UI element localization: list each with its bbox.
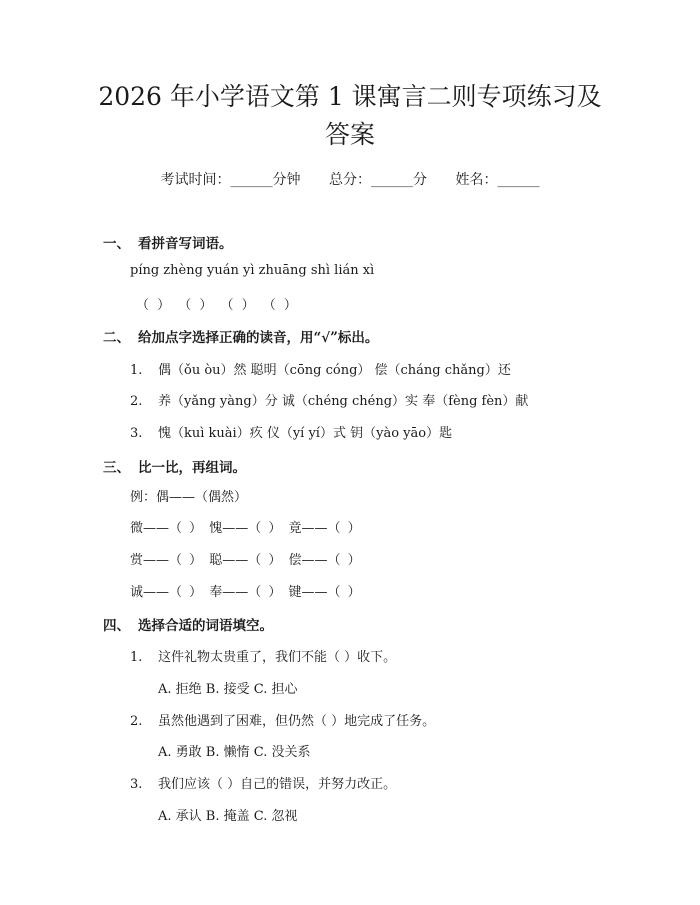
exam-name: 姓名：______ bbox=[455, 172, 540, 188]
word-group-row: 赏——（ ） 聪——（ ） 偿——（ ） bbox=[130, 553, 361, 568]
section-3-heading: 三、 比一比，再组词。 bbox=[103, 460, 246, 476]
list-item: 3. 愧（kuì kuài）疚 仪（yí yí）式 钥（yào yāo）匙 bbox=[130, 426, 453, 441]
pinyin-line: píng zhèng yuán yì zhuāng shì lián xì bbox=[130, 263, 375, 278]
question-item: 3. 我们应该（ ）自己的错误，并努力改正。 bbox=[130, 777, 397, 792]
question-options: A. 承认 B. 掩盖 C. 忽视 bbox=[158, 809, 298, 824]
exam-info bbox=[0, 169, 700, 189]
section-2-heading: 二、 给加点字选择正确的读音，用“√”标出。 bbox=[103, 330, 379, 346]
question-item: 1. 这件礼物太贵重了，我们不能（ ）收下。 bbox=[130, 650, 397, 665]
section-1-heading: 一、 看拼音写词语。 bbox=[103, 236, 233, 252]
question-item: 2. 虽然他遇到了困难，但仍然（ ）地完成了任务。 bbox=[130, 714, 436, 729]
question-options: A. 拒绝 B. 接受 C. 担心 bbox=[158, 682, 298, 697]
list-item: 2. 养（yǎng yàng）分 诚（chéng chéng）实 奉（fèng fèn）献 bbox=[130, 394, 529, 409]
title-line-2: 答案 bbox=[324, 120, 375, 149]
page-title bbox=[60, 78, 640, 154]
question-options: A. 勇敢 B. 懒惰 C. 没关系 bbox=[158, 745, 311, 760]
section-4-heading: 四、 选择合适的词语填空。 bbox=[103, 618, 273, 634]
pinyin-blanks: （ ） （ ） （ ） （ ） bbox=[136, 298, 297, 313]
list-item: 1. 偶（ǒu òu）然 聪明（cōng cóng） 偿（cháng chǎng）还 bbox=[130, 363, 511, 378]
word-group-row: 微——（ ） 愧——（ ） 竟——（ ） bbox=[130, 521, 361, 536]
exam-score: 总分：______分 bbox=[329, 172, 427, 188]
title-line-1: 2026 年小学语文第 1 课寓言二则专项练习及 bbox=[98, 82, 602, 111]
word-group-row: 诚——（ ） 奉——（ ） 键——（ ） bbox=[130, 585, 361, 600]
example-line: 例：偶——（偶然） bbox=[130, 490, 248, 505]
exam-time: 考试时间：______分钟 bbox=[160, 172, 301, 188]
